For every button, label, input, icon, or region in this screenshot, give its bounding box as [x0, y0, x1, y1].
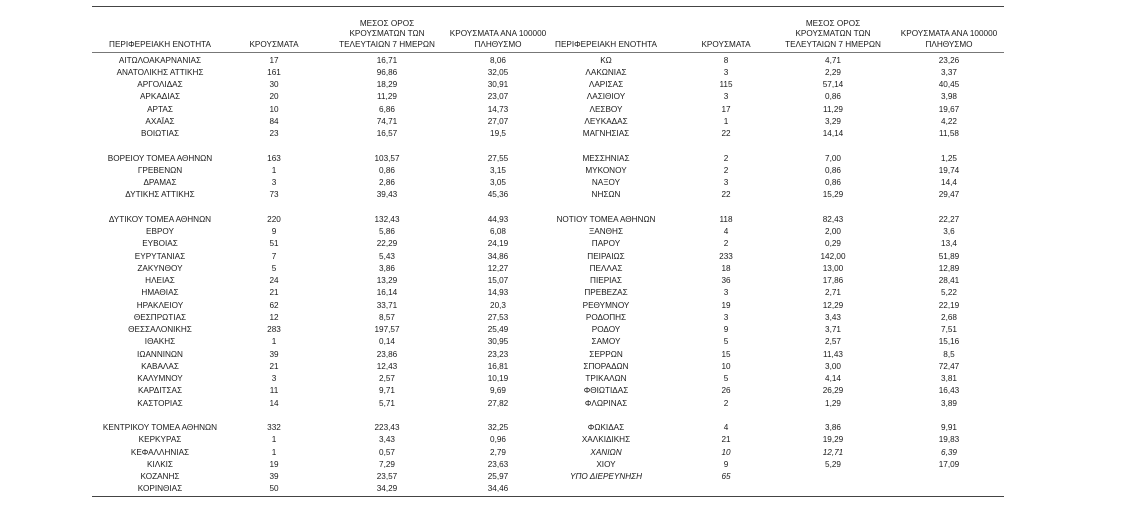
cell-avg7: 5,29	[825, 459, 841, 469]
cell-cases: 1	[271, 165, 277, 175]
cell-cases: 73	[269, 190, 279, 200]
cell-per100k: 14,93	[487, 288, 509, 298]
cell-per100k: 16,43	[938, 386, 960, 396]
cell-cases: 1	[271, 337, 277, 347]
cell-avg7: 0,86	[379, 165, 395, 175]
cell-cases: 10	[721, 447, 731, 457]
cell-region: ΕΥΡΥΤΑΝΙΑΣ	[134, 251, 186, 261]
cell-avg7: 2,86	[379, 178, 395, 187]
cell-per100k: 14,73	[487, 104, 509, 114]
cell-region: ΑΡΤΑΣ	[147, 104, 173, 114]
cell-avg7: 96,86	[376, 67, 398, 77]
cell-cases: 8	[723, 55, 729, 65]
cell-region: ΚΑΛΥΜΝΟΥ	[137, 374, 183, 383]
cell-avg7: 16,71	[376, 55, 398, 65]
cell-region: ΠΑΡΟΥ	[591, 239, 621, 249]
cell-per100k: 17,09	[938, 459, 960, 469]
cell-per100k: 19,5	[490, 129, 506, 138]
cell-region: ΠΕΙΡΑΙΩΣ	[587, 251, 625, 261]
cell-avg7: 22,29	[376, 239, 398, 249]
cell-avg7: 2,29	[825, 67, 841, 77]
cell-avg7: 5,86	[379, 227, 395, 236]
header-line: ΠΛΗΘΥΣΜΟ	[925, 39, 973, 49]
header-line: ΜΕΣΟΣ ΟΡΟΣ	[805, 18, 861, 28]
cell-avg7: 223,43	[374, 423, 400, 432]
cell-cases: 22	[721, 129, 731, 138]
cell-avg7: 3,29	[825, 116, 841, 126]
cell-per100k: 27,07	[487, 116, 509, 126]
cell-cases: 5	[723, 374, 729, 383]
cell-region: ΦΩΚΙΔΑΣ	[587, 423, 625, 432]
cell-per100k: 20,3	[490, 300, 506, 310]
cell-per100k: 3,81	[941, 374, 957, 383]
cell-region: ΛΑΣΙΘΙΟΥ	[586, 92, 626, 102]
cell-region: ΝΑΞΟΥ	[591, 178, 621, 187]
cell-avg7: 3,00	[825, 361, 841, 371]
cell-cases: 39	[269, 472, 279, 481]
cell-avg7: 33,71	[376, 300, 398, 310]
header-line: ΜΕΣΟΣ ΟΡΟΣ	[359, 18, 415, 28]
cell-cases: 5	[271, 263, 277, 273]
cell-cases: 115	[719, 80, 733, 89]
header-line: ΠΛΗΘΥΣΜΟ	[474, 39, 522, 49]
cell-cases: 3	[723, 92, 729, 102]
cell-per100k: 16,81	[487, 361, 509, 371]
cell-per100k: 23,26	[938, 55, 960, 65]
cell-cases: 36	[721, 276, 731, 285]
cell-region: ΒΟΡΕΙΟΥ ΤΟΜΕΑ ΑΘΗΝΩΝ	[107, 153, 213, 163]
cell-region: ΑΝΑΤΟΛΙΚΗΣ ΑΤΤΙΚΗΣ	[116, 67, 204, 77]
table-top-rule	[92, 6, 1004, 7]
cell-region: ΝΗΣΩΝ	[591, 190, 621, 200]
cell-region: ΑΡΚΑΔΙΑΣ	[139, 92, 181, 102]
cell-cases: 9	[271, 227, 277, 236]
cell-avg7: 13,00	[822, 263, 844, 273]
cell-cases: 3	[723, 288, 729, 298]
cell-cases: 9	[723, 325, 729, 334]
header-region-right	[555, 40, 657, 51]
cell-cases: 20	[269, 92, 279, 102]
cell-per100k: 2,79	[490, 447, 506, 457]
cell-avg7: 0,57	[379, 447, 395, 457]
cell-per100k: 3,15	[490, 165, 506, 175]
cell-region: ΙΘΑΚΗΣ	[144, 337, 176, 347]
cell-per100k: 8,5	[943, 349, 955, 359]
cell-per100k: 12,89	[938, 263, 960, 273]
header-line: ΚΡΟΥΣΜΑΤΩΝ ΤΩΝ	[795, 29, 871, 38]
cell-per100k: 4,22	[941, 116, 957, 126]
cell-per100k: 3,6	[943, 227, 955, 236]
cell-per100k: 44,93	[487, 214, 509, 224]
cell-region: ΧΙΟΥ	[596, 459, 616, 469]
cell-cases: 332	[267, 423, 281, 432]
cell-avg7: 12,29	[822, 300, 844, 310]
cell-cases: 50	[269, 484, 279, 494]
cell-region: ΜΕΣΣΗΝΙΑΣ	[582, 153, 630, 163]
cell-per100k: 3,89	[941, 398, 957, 408]
cell-cases: 3	[723, 312, 729, 322]
header-line: ΚΡΟΥΣΜΑΤΩΝ ΤΩΝ	[349, 29, 425, 38]
cell-cases: 283	[267, 325, 281, 334]
cell-avg7: 5,43	[379, 251, 395, 261]
cell-cases: 163	[267, 153, 281, 163]
cell-region: ΛΕΥΚΑΔΑΣ	[584, 116, 628, 126]
cell-per100k: 30,91	[487, 80, 509, 89]
cell-cases: 9	[723, 459, 729, 469]
cell-avg7: 19,29	[822, 435, 844, 445]
cell-region: ΣΑΜΟΥ	[591, 337, 621, 347]
cell-cases: 65	[721, 472, 731, 481]
cell-region: ΝΟΤΙΟΥ ΤΟΜΕΑ ΑΘΗΝΩΝ	[556, 214, 656, 224]
cell-region: ΒΟΙΩΤΙΑΣ	[140, 129, 180, 138]
cell-per100k: 2,68	[941, 312, 957, 322]
cell-avg7: 7,00	[825, 153, 841, 163]
cell-region: ΗΡΑΚΛΕΙΟΥ	[136, 300, 184, 310]
cell-cases: 18	[721, 263, 731, 273]
cell-region: ΛΕΣΒΟΥ	[589, 104, 623, 114]
cell-region: ΜΥΚΟΝΟΥ	[585, 165, 627, 175]
header-line: ΚΡΟΥΣΜΑΤΑ	[701, 39, 751, 49]
cell-per100k: 32,25	[487, 423, 509, 432]
cell-avg7: 2,71	[825, 288, 841, 298]
header-line: ΠΕΡΙΦΕΡΕΙΑΚΗ ΕΝΟΤΗΤΑ	[555, 39, 657, 49]
cell-avg7: 2,00	[825, 227, 841, 236]
cell-cases: 22	[721, 190, 731, 200]
cell-region: ΕΥΒΟΙΑΣ	[142, 239, 178, 249]
cell-cases: 1	[271, 447, 277, 457]
cell-cases: 39	[269, 349, 279, 359]
cell-per100k: 27,82	[487, 398, 509, 408]
cell-cases: 2	[723, 398, 729, 408]
cell-cases: 5	[723, 337, 729, 347]
cell-cases: 10	[269, 104, 279, 114]
cell-region: ΛΑΚΩΝΙΑΣ	[585, 67, 627, 77]
header-avg7-left	[339, 19, 435, 51]
cell-cases: 233	[719, 251, 733, 261]
cell-avg7: 1,29	[825, 398, 841, 408]
cell-avg7: 197,57	[374, 325, 400, 334]
cell-cases: 12	[269, 312, 279, 322]
cell-avg7: 2,57	[379, 374, 395, 383]
cell-cases: 4	[723, 423, 729, 432]
cell-cases: 11	[269, 386, 279, 396]
cell-region: ΚΟΖΑΝΗΣ	[140, 472, 180, 481]
cell-per100k: 19,74	[938, 165, 960, 175]
cell-region: ΡΕΘΥΜΝΟΥ	[582, 300, 630, 310]
cell-avg7: 11,29	[823, 104, 843, 114]
cell-region: ΡΟΔΟΠΗΣ	[585, 312, 627, 322]
cell-region: ΕΒΡΟΥ	[146, 227, 174, 236]
cell-region: ΘΕΣΣΑΛΟΝΙΚΗΣ	[128, 325, 192, 334]
cell-region: ΦΘΙΩΤΙΔΑΣ	[583, 386, 629, 396]
cell-avg7: 6,86	[379, 104, 395, 114]
cell-avg7: 5,71	[379, 398, 395, 408]
cell-cases: 2	[723, 165, 729, 175]
cell-region: ΚΟΡΙΝΘΙΑΣ	[137, 484, 183, 494]
cell-region: ΛΑΡΙΣΑΣ	[588, 80, 624, 89]
cell-avg7: 74,71	[376, 116, 398, 126]
cell-per100k: 30,95	[487, 337, 509, 347]
cell-avg7: 3,43	[825, 312, 841, 322]
cell-avg7: 142,00	[820, 251, 846, 261]
header-region-left	[109, 40, 211, 51]
header-line: ΚΡΟΥΣΜΑΤΑ ΑΝΑ 100000	[449, 29, 547, 38]
cell-region: ΠΙΕΡΙΑΣ	[590, 276, 622, 285]
cell-avg7: 23,57	[376, 472, 398, 481]
header-line: ΠΕΡΙΦΕΡΕΙΑΚΗ ΕΝΟΤΗΤΑ	[109, 39, 211, 49]
cell-per100k: 22,19	[938, 300, 960, 310]
cell-cases: 21	[269, 361, 279, 371]
cell-per100k: 23,63	[487, 459, 509, 469]
cell-avg7: 132,43	[374, 214, 400, 224]
cell-per100k: 25,49	[487, 325, 509, 334]
header-cases-left	[249, 40, 298, 51]
cell-region: ΙΩΑΝΝΙΝΩΝ	[137, 349, 183, 359]
cell-per100k: 3,05	[490, 178, 506, 187]
cell-cases: 7	[271, 251, 277, 261]
cell-per100k: 34,46	[487, 484, 509, 494]
cell-per100k: 27,53	[487, 312, 509, 322]
cell-per100k: 32,05	[487, 67, 509, 77]
cell-region: ΚΙΛΚΙΣ	[146, 459, 174, 469]
header-rule	[92, 52, 1004, 53]
cell-avg7: 82,43	[822, 214, 844, 224]
cell-avg7: 17,86	[822, 276, 844, 285]
cell-per100k: 3,98	[941, 92, 957, 102]
cell-cases: 10	[721, 361, 731, 371]
header-line: ΤΕΛΕΥΤΑΙΩΝ 7 ΗΜΕΡΩΝ	[339, 39, 435, 49]
cell-per100k: 9,69	[490, 386, 506, 396]
cell-avg7: 2,57	[825, 337, 841, 347]
cell-cases: 161	[267, 67, 281, 77]
cell-region: ΥΠΟ ΔΙΕΡΕΥΝΗΣΗ	[570, 472, 642, 481]
cell-cases: 3	[723, 178, 729, 187]
cell-avg7: 3,86	[379, 263, 395, 273]
cell-cases: 24	[269, 276, 279, 285]
cell-per100k: 14,4	[941, 178, 957, 187]
cell-region: ΡΟΔΟΥ	[591, 325, 621, 334]
cell-per100k: 12,27	[487, 263, 509, 273]
cell-per100k: 7,51	[941, 325, 957, 334]
cell-cases: 4	[723, 227, 729, 236]
cell-region: ΞΑΝΘΗΣ	[588, 227, 624, 236]
cell-avg7: 14,14	[822, 129, 844, 138]
cell-per100k: 10,19	[487, 374, 509, 383]
cell-avg7: 0,14	[379, 337, 395, 347]
cell-per100k: 13,4	[941, 239, 957, 249]
cell-avg7: 0,86	[825, 92, 841, 102]
cell-per100k: 15,07	[487, 276, 509, 285]
cell-region: ΑΡΓΟΛΙΔΑΣ	[137, 80, 183, 89]
cell-cases: 14	[269, 398, 279, 408]
cell-per100k: 19,83	[938, 435, 960, 445]
cell-avg7: 4,14	[825, 374, 841, 383]
cell-avg7: 4,71	[825, 55, 841, 65]
cell-region: ΚΩ	[600, 55, 612, 65]
cell-cases: 17	[269, 55, 279, 65]
header-line: ΚΡΟΥΣΜΑΤΑ ΑΝΑ 100000	[900, 29, 998, 38]
cell-per100k: 51,89	[938, 251, 960, 261]
cell-per100k: 9,91	[941, 423, 957, 432]
cell-avg7: 3,71	[825, 325, 841, 334]
cell-cases: 19	[721, 300, 731, 310]
cell-region: ΤΡΙΚΑΛΩΝ	[585, 374, 627, 383]
cell-cases: 3	[271, 374, 277, 383]
cell-avg7: 16,57	[376, 129, 398, 138]
cell-region: ΚΕΝΤΡΙΚΟΥ ΤΟΜΕΑ ΑΘΗΝΩΝ	[102, 423, 218, 432]
cell-region: ΑΙΤΩΛΟΑΚΑΡΝΑΝΙΑΣ	[118, 55, 202, 65]
cell-per100k: 0,96	[490, 435, 506, 445]
cell-region: ΧΑΝΙΩΝ	[590, 447, 622, 457]
cell-cases: 15	[721, 349, 731, 359]
cell-cases: 2	[723, 153, 729, 163]
header-line: ΚΡΟΥΣΜΑΤΑ	[249, 39, 299, 49]
cell-per100k: 72,47	[938, 361, 960, 371]
cell-region: ΔΥΤΙΚΟΥ ΤΟΜΕΑ ΑΘΗΝΩΝ	[108, 214, 212, 224]
cell-region: ΔΡΑΜΑΣ	[143, 178, 177, 187]
cell-cases: 51	[269, 239, 279, 249]
cell-per100k: 22,27	[938, 214, 960, 224]
cell-region: ΣΕΡΡΩΝ	[589, 349, 623, 359]
cell-cases: 1	[271, 435, 277, 445]
cell-per100k: 45,36	[487, 190, 509, 200]
cell-cases: 19	[269, 459, 279, 469]
cell-region: ΑΧΑΪΑΣ	[145, 116, 175, 126]
cell-per100k: 6,39	[941, 447, 957, 457]
cell-region: ΘΕΣΠΡΩΤΙΑΣ	[133, 312, 187, 322]
cell-avg7: 3,86	[825, 423, 841, 432]
cell-per100k: 11,58	[939, 129, 959, 138]
cell-avg7: 0,29	[825, 239, 841, 249]
cell-per100k: 19,67	[938, 104, 960, 114]
cell-region: ΧΑΛΚΙΔΙΚΗΣ	[581, 435, 631, 445]
cell-region: ΗΜΑΘΙΑΣ	[141, 288, 179, 298]
cell-avg7: 18,29	[376, 80, 398, 89]
header-line: ΤΕΛΕΥΤΑΙΩΝ 7 ΗΜΕΡΩΝ	[785, 39, 881, 49]
cell-per100k: 25,97	[487, 472, 509, 481]
cell-avg7: 34,29	[376, 484, 398, 494]
cell-region: ΠΡΕΒΕΖΑΣ	[584, 288, 628, 298]
cell-region: ΚΑΒΑΛΑΣ	[141, 361, 179, 371]
cell-per100k: 1,25	[941, 153, 957, 163]
cell-avg7: 15,29	[822, 190, 844, 200]
cell-avg7: 103,57	[374, 153, 400, 163]
cell-cases: 3	[271, 178, 277, 187]
cell-region: ΔΥΤΙΚΗΣ ΑΤΤΙΚΗΣ	[125, 190, 195, 200]
cell-per100k: 15,16	[938, 337, 960, 347]
cell-avg7: 57,14	[822, 80, 844, 89]
cell-cases: 17	[721, 104, 731, 114]
cell-per100k: 3,37	[941, 67, 957, 77]
cell-per100k: 23,07	[487, 92, 509, 102]
cell-region: ΚΕΦΑΛΛΗΝΙΑΣ	[130, 447, 190, 457]
cell-avg7: 12,71	[822, 447, 844, 457]
cell-avg7: 3,43	[379, 435, 395, 445]
cell-cases: 220	[267, 214, 281, 224]
cell-region: ΠΕΛΛΑΣ	[589, 263, 623, 273]
cell-cases: 21	[721, 435, 731, 445]
header-per100k-left	[450, 29, 546, 50]
cell-avg7: 11,29	[377, 92, 397, 102]
cell-cases: 3	[723, 67, 729, 77]
cell-avg7: 12,43	[376, 361, 398, 371]
header-avg7-right	[785, 19, 881, 51]
cell-per100k: 23,23	[487, 349, 509, 359]
cell-avg7: 26,29	[822, 386, 844, 396]
cell-region: ΓΡΕΒΕΝΩΝ	[137, 165, 183, 175]
cell-region: ΦΛΩΡΙΝΑΣ	[584, 398, 628, 408]
cell-per100k: 8,06	[490, 55, 506, 65]
cell-region: ΚΑΣΤΟΡΙΑΣ	[137, 398, 183, 408]
cell-per100k: 27,55	[487, 153, 509, 163]
cell-avg7: 11,43	[823, 349, 843, 359]
cell-cases: 21	[269, 288, 279, 298]
cell-avg7: 0,86	[825, 178, 841, 187]
cell-avg7: 13,29	[376, 276, 398, 285]
cell-avg7: 39,43	[376, 190, 398, 200]
cell-region: ΣΠΟΡΑΔΩΝ	[583, 361, 629, 371]
cell-avg7: 0,86	[825, 165, 841, 175]
cell-region: ΗΛΕΙΑΣ	[145, 276, 175, 285]
cell-per100k: 40,45	[938, 80, 960, 89]
cell-avg7: 9,71	[379, 386, 395, 396]
cell-avg7: 16,14	[376, 288, 398, 298]
cell-per100k: 34,86	[487, 251, 509, 261]
cell-cases: 23	[269, 129, 279, 138]
cell-avg7: 7,29	[379, 459, 395, 469]
header-per100k-right	[901, 29, 997, 50]
cell-per100k: 5,22	[941, 288, 957, 298]
header-cases-right	[701, 40, 750, 51]
cell-avg7: 8,57	[379, 312, 395, 322]
cell-region: ΖΑΚΥΝΘΟΥ	[137, 263, 183, 273]
cell-cases: 84	[269, 116, 279, 126]
cell-region: ΜΑΓΝΗΣΙΑΣ	[582, 129, 630, 138]
cell-cases: 62	[269, 300, 279, 310]
cell-per100k: 28,41	[938, 276, 960, 285]
cell-cases: 30	[269, 80, 279, 89]
cell-cases: 2	[723, 239, 729, 249]
cell-per100k: 24,19	[487, 239, 509, 249]
cell-cases: 26	[721, 386, 731, 396]
cell-per100k: 29,47	[938, 190, 960, 200]
cell-region: ΚΕΡΚΥΡΑΣ	[138, 435, 182, 445]
cell-cases: 118	[719, 214, 733, 224]
cell-avg7: 23,86	[376, 349, 398, 359]
cell-per100k: 6,08	[490, 227, 506, 236]
table-bottom-rule	[92, 496, 1004, 497]
cell-cases: 1	[723, 116, 729, 126]
cell-region: ΚΑΡΔΙΤΣΑΣ	[137, 386, 183, 396]
